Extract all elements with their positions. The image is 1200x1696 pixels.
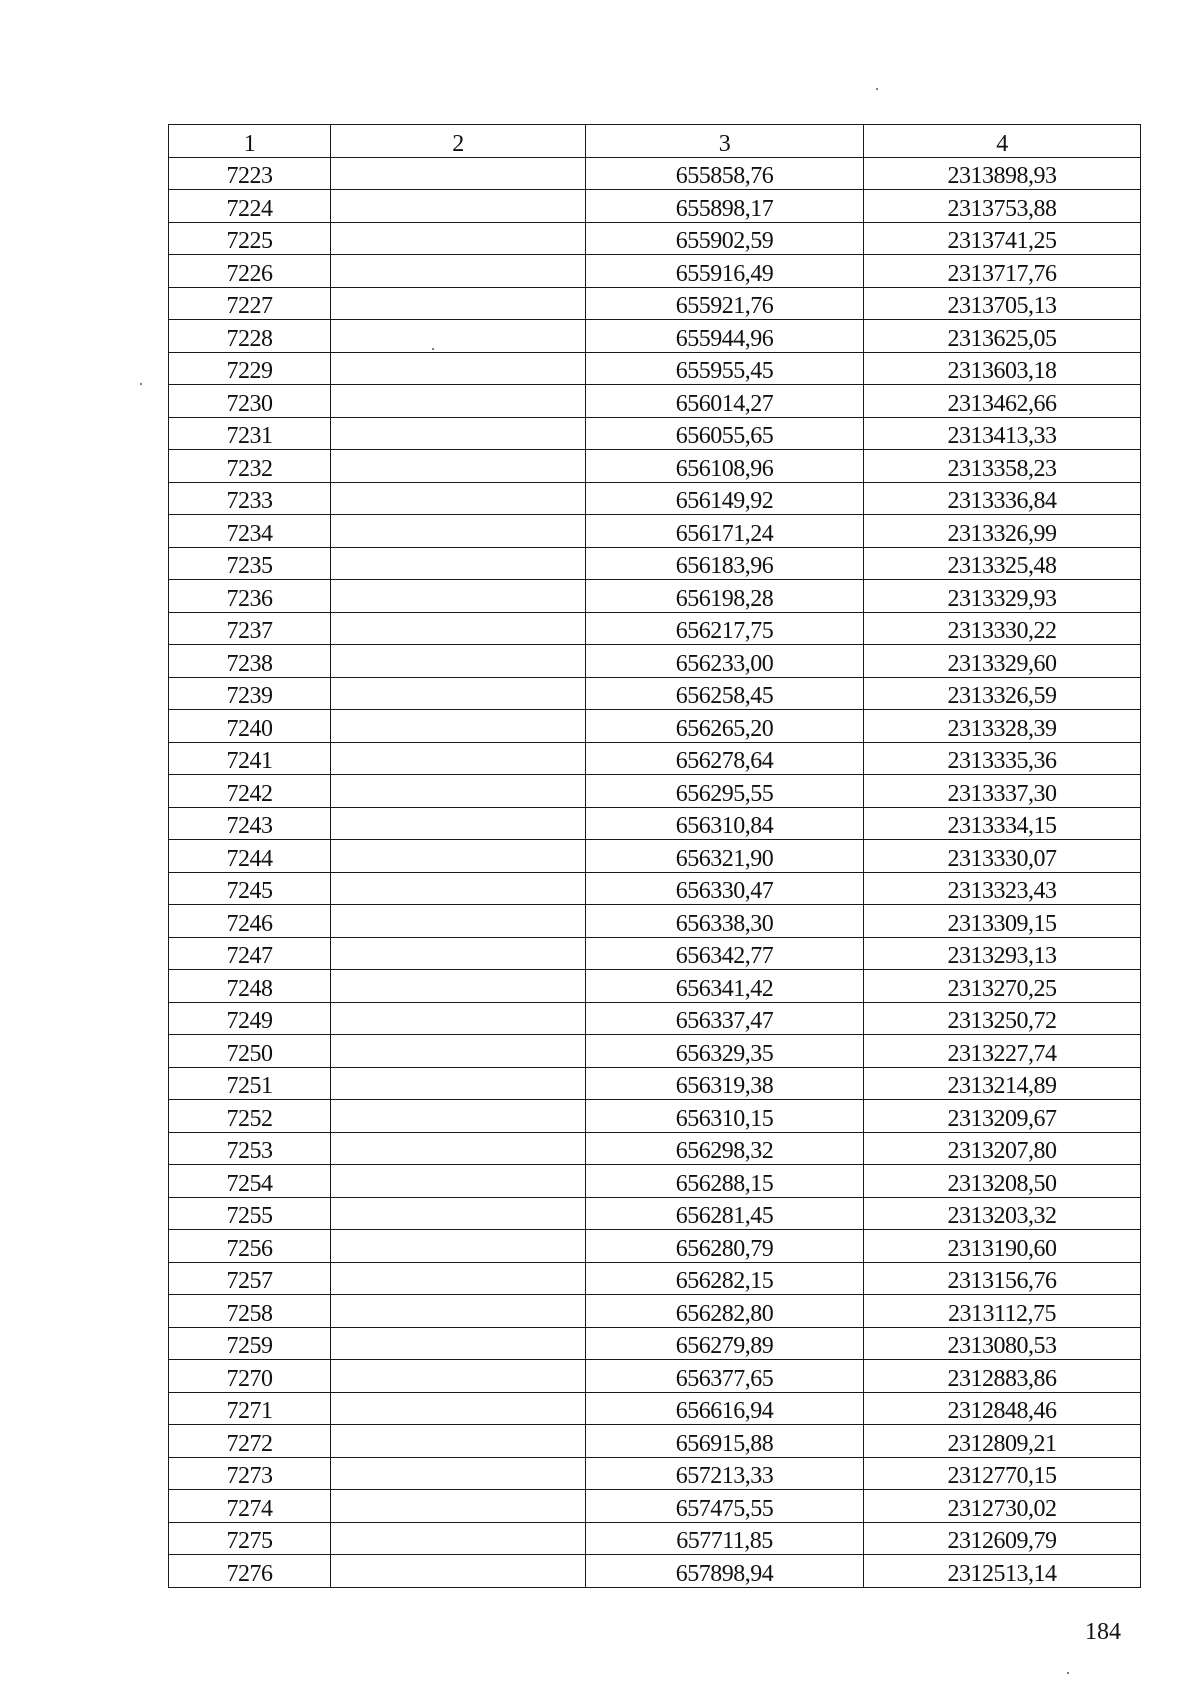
x-coordinate-cell: 656171,24 bbox=[586, 515, 864, 548]
point-number-cell: 7245 bbox=[169, 872, 331, 905]
empty-cell bbox=[331, 775, 586, 808]
table-row bbox=[169, 775, 1141, 808]
empty-cell bbox=[331, 1197, 586, 1230]
x-coordinate-cell: 656282,15 bbox=[586, 1262, 864, 1295]
empty-cell bbox=[331, 645, 586, 678]
empty-cell bbox=[331, 222, 586, 255]
empty-cell bbox=[331, 1035, 586, 1068]
x-coordinate-cell: 656342,77 bbox=[586, 937, 864, 970]
empty-cell bbox=[331, 287, 586, 320]
point-number-cell: 7229 bbox=[169, 352, 331, 385]
y-coordinate-cell: 2313250,72 bbox=[864, 1002, 1141, 1035]
empty-cell bbox=[331, 1165, 586, 1198]
x-coordinate-cell: 656183,96 bbox=[586, 547, 864, 580]
y-coordinate-cell: 2313203,32 bbox=[864, 1197, 1141, 1230]
point-number-cell: 7230 bbox=[169, 385, 331, 418]
scan-speck bbox=[1067, 1672, 1069, 1674]
table-row bbox=[169, 1392, 1141, 1425]
coordinates-table bbox=[168, 124, 1141, 1588]
y-coordinate-cell: 2313337,30 bbox=[864, 775, 1141, 808]
empty-cell bbox=[331, 872, 586, 905]
table-row bbox=[169, 1100, 1141, 1133]
y-coordinate-cell: 2313330,22 bbox=[864, 612, 1141, 645]
empty-cell bbox=[331, 547, 586, 580]
y-coordinate-cell: 2313413,33 bbox=[864, 417, 1141, 450]
point-number-cell: 7235 bbox=[169, 547, 331, 580]
empty-cell bbox=[331, 1262, 586, 1295]
y-coordinate-cell: 2313603,18 bbox=[864, 352, 1141, 385]
empty-cell bbox=[331, 970, 586, 1003]
y-coordinate-cell: 2313335,36 bbox=[864, 742, 1141, 775]
point-number-cell: 7237 bbox=[169, 612, 331, 645]
point-number-cell: 7223 bbox=[169, 157, 331, 190]
point-number-cell: 7274 bbox=[169, 1490, 331, 1523]
x-coordinate-cell: 655898,17 bbox=[586, 190, 864, 223]
table-row bbox=[169, 190, 1141, 223]
x-coordinate-cell: 657711,85 bbox=[586, 1522, 864, 1555]
table-row bbox=[169, 157, 1141, 190]
table-row bbox=[169, 255, 1141, 288]
x-coordinate-cell: 656198,28 bbox=[586, 580, 864, 613]
point-number-cell: 7224 bbox=[169, 190, 331, 223]
table-row bbox=[169, 1295, 1141, 1328]
table-row bbox=[169, 872, 1141, 905]
table-row bbox=[169, 1490, 1141, 1523]
empty-cell bbox=[331, 1327, 586, 1360]
table-row bbox=[169, 645, 1141, 678]
empty-cell bbox=[331, 320, 586, 353]
point-number-cell: 7259 bbox=[169, 1327, 331, 1360]
x-coordinate-cell: 656310,84 bbox=[586, 807, 864, 840]
x-coordinate-cell: 656310,15 bbox=[586, 1100, 864, 1133]
table-row bbox=[169, 515, 1141, 548]
table-row bbox=[169, 1165, 1141, 1198]
x-coordinate-cell: 656149,92 bbox=[586, 482, 864, 515]
x-coordinate-cell: 655902,59 bbox=[586, 222, 864, 255]
point-number-cell: 7254 bbox=[169, 1165, 331, 1198]
point-number-cell: 7247 bbox=[169, 937, 331, 970]
y-coordinate-cell: 2313625,05 bbox=[864, 320, 1141, 353]
x-coordinate-cell: 656338,30 bbox=[586, 905, 864, 938]
table-row bbox=[169, 580, 1141, 613]
x-coordinate-cell: 655858,76 bbox=[586, 157, 864, 190]
point-number-cell: 7244 bbox=[169, 840, 331, 873]
x-coordinate-cell: 656279,89 bbox=[586, 1327, 864, 1360]
y-coordinate-cell: 2313898,93 bbox=[864, 157, 1141, 190]
empty-cell bbox=[331, 352, 586, 385]
x-coordinate-cell: 656329,35 bbox=[586, 1035, 864, 1068]
empty-cell bbox=[331, 1295, 586, 1328]
point-number-cell: 7243 bbox=[169, 807, 331, 840]
point-number-cell: 7253 bbox=[169, 1132, 331, 1165]
empty-cell bbox=[331, 677, 586, 710]
point-number-cell: 7225 bbox=[169, 222, 331, 255]
y-coordinate-cell: 2313293,13 bbox=[864, 937, 1141, 970]
table-row bbox=[169, 1002, 1141, 1035]
point-number-cell: 7246 bbox=[169, 905, 331, 938]
y-coordinate-cell: 2313330,07 bbox=[864, 840, 1141, 873]
point-number-cell: 7238 bbox=[169, 645, 331, 678]
table-row bbox=[169, 320, 1141, 353]
table-row bbox=[169, 1522, 1141, 1555]
table-row bbox=[169, 547, 1141, 580]
table-row bbox=[169, 1035, 1141, 1068]
x-coordinate-cell: 656341,42 bbox=[586, 970, 864, 1003]
point-number-cell: 7241 bbox=[169, 742, 331, 775]
point-number-cell: 7228 bbox=[169, 320, 331, 353]
x-coordinate-cell: 655955,45 bbox=[586, 352, 864, 385]
table-row bbox=[169, 1067, 1141, 1100]
point-number-cell: 7240 bbox=[169, 710, 331, 743]
empty-cell bbox=[331, 157, 586, 190]
x-coordinate-cell: 656337,47 bbox=[586, 1002, 864, 1035]
point-number-cell: 7249 bbox=[169, 1002, 331, 1035]
empty-cell bbox=[331, 1067, 586, 1100]
empty-cell bbox=[331, 807, 586, 840]
x-coordinate-cell: 656915,88 bbox=[586, 1425, 864, 1458]
table-row bbox=[169, 710, 1141, 743]
empty-cell bbox=[331, 1100, 586, 1133]
point-number-cell: 7250 bbox=[169, 1035, 331, 1068]
column-header-1: 1 bbox=[169, 125, 331, 158]
table-row bbox=[169, 1197, 1141, 1230]
empty-cell bbox=[331, 417, 586, 450]
y-coordinate-cell: 2313080,53 bbox=[864, 1327, 1141, 1360]
table-row bbox=[169, 840, 1141, 873]
empty-cell bbox=[331, 255, 586, 288]
y-coordinate-cell: 2313753,88 bbox=[864, 190, 1141, 223]
table-row bbox=[169, 612, 1141, 645]
y-coordinate-cell: 2313323,43 bbox=[864, 872, 1141, 905]
point-number-cell: 7275 bbox=[169, 1522, 331, 1555]
table-row bbox=[169, 1457, 1141, 1490]
y-coordinate-cell: 2313717,76 bbox=[864, 255, 1141, 288]
empty-cell bbox=[331, 482, 586, 515]
empty-cell bbox=[331, 1457, 586, 1490]
column-header-4: 4 bbox=[864, 125, 1141, 158]
x-coordinate-cell: 657213,33 bbox=[586, 1457, 864, 1490]
y-coordinate-cell: 2313309,15 bbox=[864, 905, 1141, 938]
empty-cell bbox=[331, 515, 586, 548]
y-coordinate-cell: 2313209,67 bbox=[864, 1100, 1141, 1133]
empty-cell bbox=[331, 1490, 586, 1523]
column-header-3: 3 bbox=[586, 125, 864, 158]
x-coordinate-cell: 656278,64 bbox=[586, 742, 864, 775]
y-coordinate-cell: 2313214,89 bbox=[864, 1067, 1141, 1100]
x-coordinate-cell: 656265,20 bbox=[586, 710, 864, 743]
point-number-cell: 7242 bbox=[169, 775, 331, 808]
y-coordinate-cell: 2313326,99 bbox=[864, 515, 1141, 548]
x-coordinate-cell: 656321,90 bbox=[586, 840, 864, 873]
point-number-cell: 7271 bbox=[169, 1392, 331, 1425]
x-coordinate-cell: 656319,38 bbox=[586, 1067, 864, 1100]
table-row bbox=[169, 417, 1141, 450]
point-number-cell: 7248 bbox=[169, 970, 331, 1003]
empty-cell bbox=[331, 937, 586, 970]
table-row bbox=[169, 807, 1141, 840]
y-coordinate-cell: 2313326,59 bbox=[864, 677, 1141, 710]
point-number-cell: 7252 bbox=[169, 1100, 331, 1133]
x-coordinate-cell: 656616,94 bbox=[586, 1392, 864, 1425]
x-coordinate-cell: 656014,27 bbox=[586, 385, 864, 418]
y-coordinate-cell: 2313227,74 bbox=[864, 1035, 1141, 1068]
table-header bbox=[169, 125, 1141, 158]
table-row bbox=[169, 287, 1141, 320]
empty-cell bbox=[331, 612, 586, 645]
empty-cell bbox=[331, 1555, 586, 1588]
x-coordinate-cell: 655944,96 bbox=[586, 320, 864, 353]
x-coordinate-cell: 656295,55 bbox=[586, 775, 864, 808]
table-row bbox=[169, 1327, 1141, 1360]
y-coordinate-cell: 2312513,14 bbox=[864, 1555, 1141, 1588]
y-coordinate-cell: 2313112,75 bbox=[864, 1295, 1141, 1328]
point-number-cell: 7232 bbox=[169, 450, 331, 483]
y-coordinate-cell: 2313270,25 bbox=[864, 970, 1141, 1003]
point-number-cell: 7258 bbox=[169, 1295, 331, 1328]
empty-cell bbox=[331, 190, 586, 223]
y-coordinate-cell: 2312609,79 bbox=[864, 1522, 1141, 1555]
scan-speck bbox=[140, 383, 142, 385]
page-number: 184 bbox=[1085, 1619, 1121, 1645]
y-coordinate-cell: 2313705,13 bbox=[864, 287, 1141, 320]
y-coordinate-cell: 2313328,39 bbox=[864, 710, 1141, 743]
table-row bbox=[169, 385, 1141, 418]
table-row bbox=[169, 1360, 1141, 1393]
point-number-cell: 7251 bbox=[169, 1067, 331, 1100]
table-row bbox=[169, 677, 1141, 710]
table-row bbox=[169, 222, 1141, 255]
table-row bbox=[169, 1425, 1141, 1458]
x-coordinate-cell: 656298,32 bbox=[586, 1132, 864, 1165]
table-row bbox=[169, 1555, 1141, 1588]
table-row bbox=[169, 482, 1141, 515]
x-coordinate-cell: 655916,49 bbox=[586, 255, 864, 288]
x-coordinate-cell: 656282,80 bbox=[586, 1295, 864, 1328]
y-coordinate-cell: 2312770,15 bbox=[864, 1457, 1141, 1490]
empty-cell bbox=[331, 580, 586, 613]
empty-cell bbox=[331, 1002, 586, 1035]
x-coordinate-cell: 656377,65 bbox=[586, 1360, 864, 1393]
x-coordinate-cell: 656055,65 bbox=[586, 417, 864, 450]
y-coordinate-cell: 2313336,84 bbox=[864, 482, 1141, 515]
y-coordinate-cell: 2313334,15 bbox=[864, 807, 1141, 840]
empty-cell bbox=[331, 905, 586, 938]
y-coordinate-cell: 2312848,46 bbox=[864, 1392, 1141, 1425]
scan-speck bbox=[432, 348, 434, 350]
empty-cell bbox=[331, 1230, 586, 1263]
y-coordinate-cell: 2313208,50 bbox=[864, 1165, 1141, 1198]
x-coordinate-cell: 656108,96 bbox=[586, 450, 864, 483]
point-number-cell: 7256 bbox=[169, 1230, 331, 1263]
empty-cell bbox=[331, 742, 586, 775]
y-coordinate-cell: 2313329,93 bbox=[864, 580, 1141, 613]
x-coordinate-cell: 656288,15 bbox=[586, 1165, 864, 1198]
table-body bbox=[169, 157, 1141, 1587]
point-number-cell: 7270 bbox=[169, 1360, 331, 1393]
column-header-2: 2 bbox=[331, 125, 586, 158]
empty-cell bbox=[331, 840, 586, 873]
table-row bbox=[169, 970, 1141, 1003]
table-row bbox=[169, 742, 1141, 775]
table-row bbox=[169, 937, 1141, 970]
y-coordinate-cell: 2313207,80 bbox=[864, 1132, 1141, 1165]
point-number-cell: 7233 bbox=[169, 482, 331, 515]
point-number-cell: 7255 bbox=[169, 1197, 331, 1230]
x-coordinate-cell: 656258,45 bbox=[586, 677, 864, 710]
empty-cell bbox=[331, 1522, 586, 1555]
point-number-cell: 7231 bbox=[169, 417, 331, 450]
empty-cell bbox=[331, 1425, 586, 1458]
table-row bbox=[169, 450, 1141, 483]
x-coordinate-cell: 656217,75 bbox=[586, 612, 864, 645]
y-coordinate-cell: 2313358,23 bbox=[864, 450, 1141, 483]
empty-cell bbox=[331, 450, 586, 483]
x-coordinate-cell: 657898,94 bbox=[586, 1555, 864, 1588]
y-coordinate-cell: 2313462,66 bbox=[864, 385, 1141, 418]
empty-cell bbox=[331, 1360, 586, 1393]
y-coordinate-cell: 2313329,60 bbox=[864, 645, 1141, 678]
scan-speck bbox=[876, 88, 878, 90]
table-row bbox=[169, 352, 1141, 385]
y-coordinate-cell: 2312809,21 bbox=[864, 1425, 1141, 1458]
x-coordinate-cell: 655921,76 bbox=[586, 287, 864, 320]
x-coordinate-cell: 656280,79 bbox=[586, 1230, 864, 1263]
x-coordinate-cell: 656330,47 bbox=[586, 872, 864, 905]
point-number-cell: 7226 bbox=[169, 255, 331, 288]
point-number-cell: 7273 bbox=[169, 1457, 331, 1490]
point-number-cell: 7227 bbox=[169, 287, 331, 320]
x-coordinate-cell: 657475,55 bbox=[586, 1490, 864, 1523]
empty-cell bbox=[331, 385, 586, 418]
empty-cell bbox=[331, 1392, 586, 1425]
y-coordinate-cell: 2313741,25 bbox=[864, 222, 1141, 255]
point-number-cell: 7272 bbox=[169, 1425, 331, 1458]
y-coordinate-cell: 2313325,48 bbox=[864, 547, 1141, 580]
point-number-cell: 7257 bbox=[169, 1262, 331, 1295]
table-row bbox=[169, 1132, 1141, 1165]
x-coordinate-cell: 656233,00 bbox=[586, 645, 864, 678]
empty-cell bbox=[331, 710, 586, 743]
table-row bbox=[169, 1262, 1141, 1295]
empty-cell bbox=[331, 1132, 586, 1165]
point-number-cell: 7236 bbox=[169, 580, 331, 613]
y-coordinate-cell: 2313156,76 bbox=[864, 1262, 1141, 1295]
table-row bbox=[169, 905, 1141, 938]
header-row bbox=[169, 125, 1141, 158]
y-coordinate-cell: 2312883,86 bbox=[864, 1360, 1141, 1393]
x-coordinate-cell: 656281,45 bbox=[586, 1197, 864, 1230]
point-number-cell: 7276 bbox=[169, 1555, 331, 1588]
y-coordinate-cell: 2313190,60 bbox=[864, 1230, 1141, 1263]
y-coordinate-cell: 2312730,02 bbox=[864, 1490, 1141, 1523]
point-number-cell: 7239 bbox=[169, 677, 331, 710]
point-number-cell: 7234 bbox=[169, 515, 331, 548]
table-row bbox=[169, 1230, 1141, 1263]
